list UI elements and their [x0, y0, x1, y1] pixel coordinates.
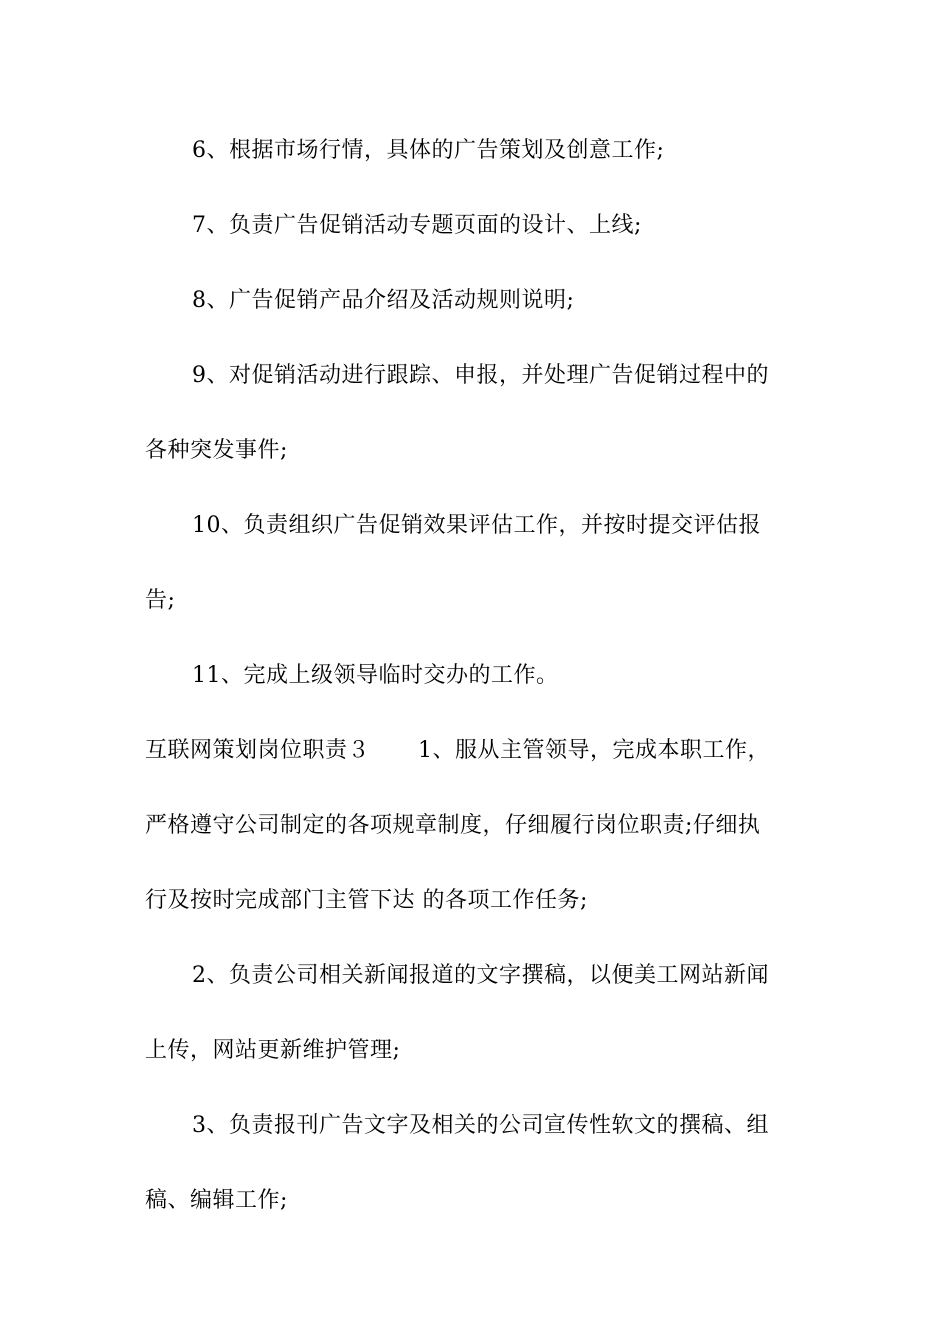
paragraph-line: 7、负责广告促销活动专题页面的设计、上线;: [192, 213, 642, 238]
section-heading-line: [145, 736, 770, 766]
paragraph-line: 上传，网站更新维护管理;: [145, 1038, 401, 1063]
paragraph-line: 6、根据市场行情，具体的广告策划及创意工作;: [192, 138, 665, 163]
paragraph-line: 3、负责报刊广告文字及相关的公司宣传性软文的撰稿、组: [192, 1113, 769, 1138]
paragraph-line: 告;: [145, 588, 176, 613]
paragraph-line: 11、完成上级领导临时交办的工作。: [192, 663, 559, 688]
paragraph-line: 稿、编辑工作;: [145, 1188, 288, 1213]
section-heading: 互联网策划岗位职责３: [145, 738, 371, 763]
paragraph-line: 10、负责组织广告促销效果评估工作，并按时提交评估报: [192, 513, 761, 538]
paragraph-line: 8、广告促销产品介绍及活动规则说明;: [192, 288, 575, 313]
paragraph-line: 行及按时完成部门主管下达 的各项工作任务;: [145, 888, 588, 913]
paragraph-line: 严格遵守公司制定的各项规章制度，仔细履行岗位职责;仔细执: [145, 813, 761, 838]
paragraph-line: 2、负责公司相关新闻报道的文字撰稿，以便美工网站新闻: [192, 963, 769, 988]
paragraph-line: 各种突发事件;: [145, 438, 288, 463]
paragraph-line: 9、对促销活动进行跟踪、申报，并处理广告促销过程中的: [192, 363, 769, 388]
paragraph-line: 1、服从主管领导，完成本职工作，: [418, 738, 771, 763]
